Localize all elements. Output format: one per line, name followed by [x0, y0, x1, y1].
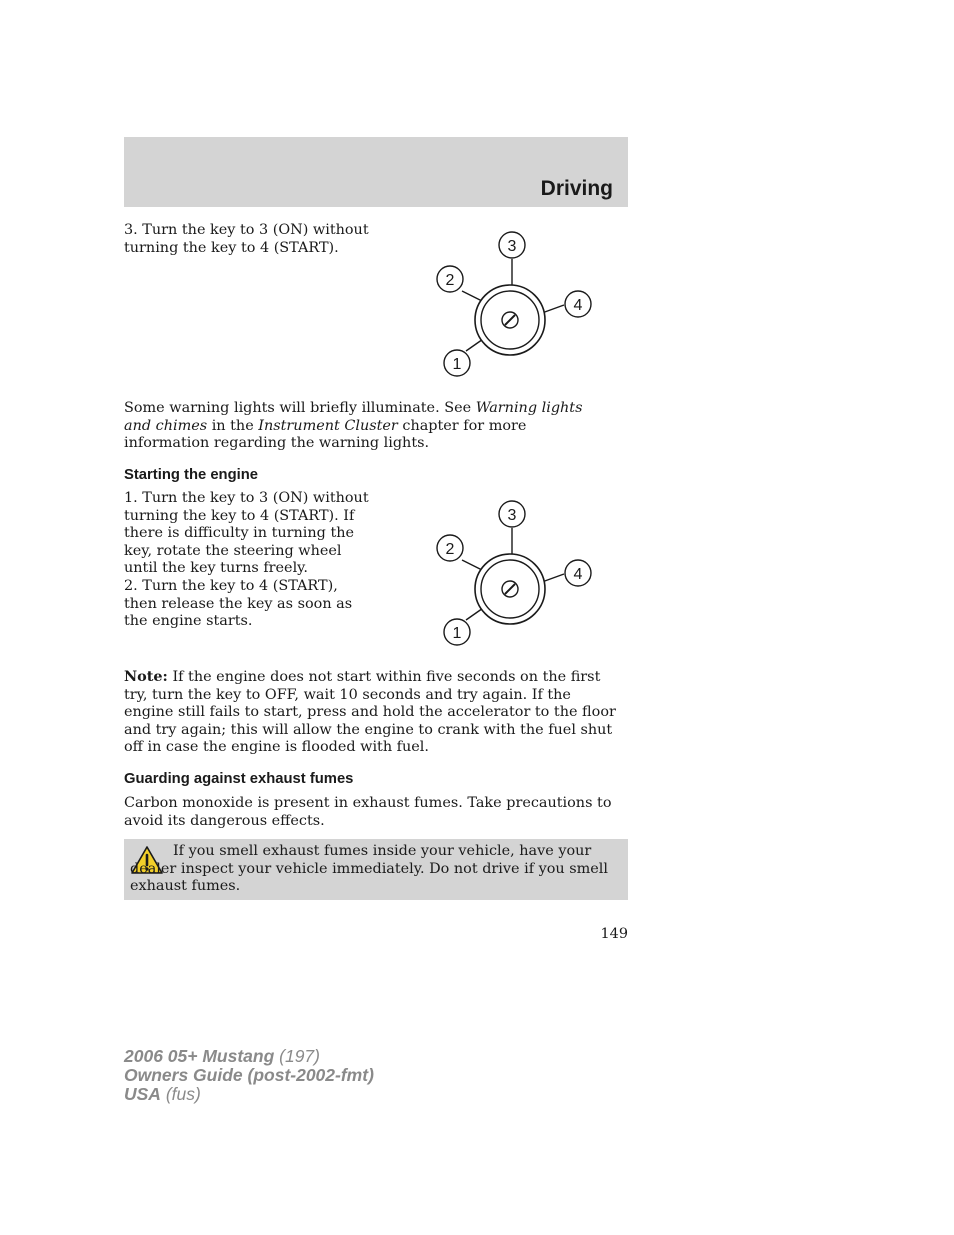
position-4-label: [565, 560, 591, 586]
footer-model-code: (197): [274, 1046, 320, 1066]
footer-line-3: [124, 1085, 374, 1104]
starting-step-1: 1. Turn the key to 3 (ON) without turning the key to 4 (START). If there is difficulty in turning the key, rotate the steering wheel until the key turns freely.: [124, 490, 369, 576]
document-footer: [124, 1047, 374, 1104]
footer-line-2: [124, 1066, 374, 1085]
svg-text:4: 4: [573, 297, 583, 314]
position-3-label: [499, 232, 525, 258]
section-title: Driving: [540, 177, 613, 200]
ignition-diagram-2: [430, 494, 600, 654]
exhaust-paragraph: Carbon monoxide is present in exhaust fumes. Take precautions to avoid its dangerous effects.: [124, 795, 612, 829]
svg-text:1: 1: [452, 625, 462, 642]
note-label: Note:: [124, 668, 168, 685]
warning-box: [124, 839, 628, 900]
starting-step-2: 2. Turn the key to 4 (START), then release the key as soon as the engine starts.: [124, 578, 353, 629]
text-run: chapter for more information regarding the warning lights.: [124, 417, 527, 451]
warning-text: If you smell exhaust fumes inside your vehicle, have your dealer inspect your vehicle immediately. Do not drive if you smell exhaust fumes.: [130, 843, 609, 894]
key-slot-icon: [502, 312, 518, 328]
svg-text:3: 3: [507, 238, 517, 255]
footer-market: USA: [124, 1084, 161, 1104]
svg-text:3: 3: [507, 507, 517, 524]
position-2-label: [437, 266, 463, 292]
position-4-label: [565, 291, 591, 317]
position-2-label: [437, 535, 463, 561]
note-text: If the engine does not start within five seconds on the first try, turn the key to OFF, wait 10 seconds and try again. If the engine still fails to start, press and hold the accelerator to the floor and try again; this will allow the engine to crank with the fuel shut off in case the engine is flooded with fuel.: [124, 669, 616, 755]
ignition-diagram-1: [430, 225, 600, 385]
svg-text:1: 1: [452, 356, 462, 373]
text-run: Some warning lights will briefly illuminate. See: [124, 400, 476, 416]
footer-model: 2006 05+ Mustang: [124, 1046, 275, 1066]
note-paragraph: [124, 668, 624, 757]
reference-warning-lights: Warning lights and chimes: [124, 400, 583, 434]
footer-guide: Owners Guide (post-2002-fmt): [124, 1065, 374, 1085]
svg-text:2: 2: [445, 541, 455, 558]
key-slot-icon: [502, 581, 518, 597]
text-run: in the: [207, 417, 259, 434]
position-3-label: [499, 501, 525, 527]
step-3-text: 3. Turn the key to 3 (ON) without turning the key to 4 (START).: [124, 222, 369, 256]
svg-text:2: 2: [445, 272, 455, 289]
starting-engine-heading: Starting the engine: [124, 467, 259, 483]
reference-instrument-cluster: Instrument Cluster: [258, 417, 398, 434]
section-header: [124, 137, 628, 207]
warning-lights-paragraph: [124, 400, 604, 453]
svg-text:4: 4: [573, 566, 583, 583]
position-1-label: [444, 619, 470, 645]
footer-line-1: [124, 1047, 374, 1066]
page-number: 149: [600, 926, 628, 942]
footer-market-code: (fus): [160, 1084, 201, 1104]
exhaust-fumes-heading: Guarding against exhaust fumes: [124, 771, 354, 787]
position-1-label: [444, 350, 470, 376]
